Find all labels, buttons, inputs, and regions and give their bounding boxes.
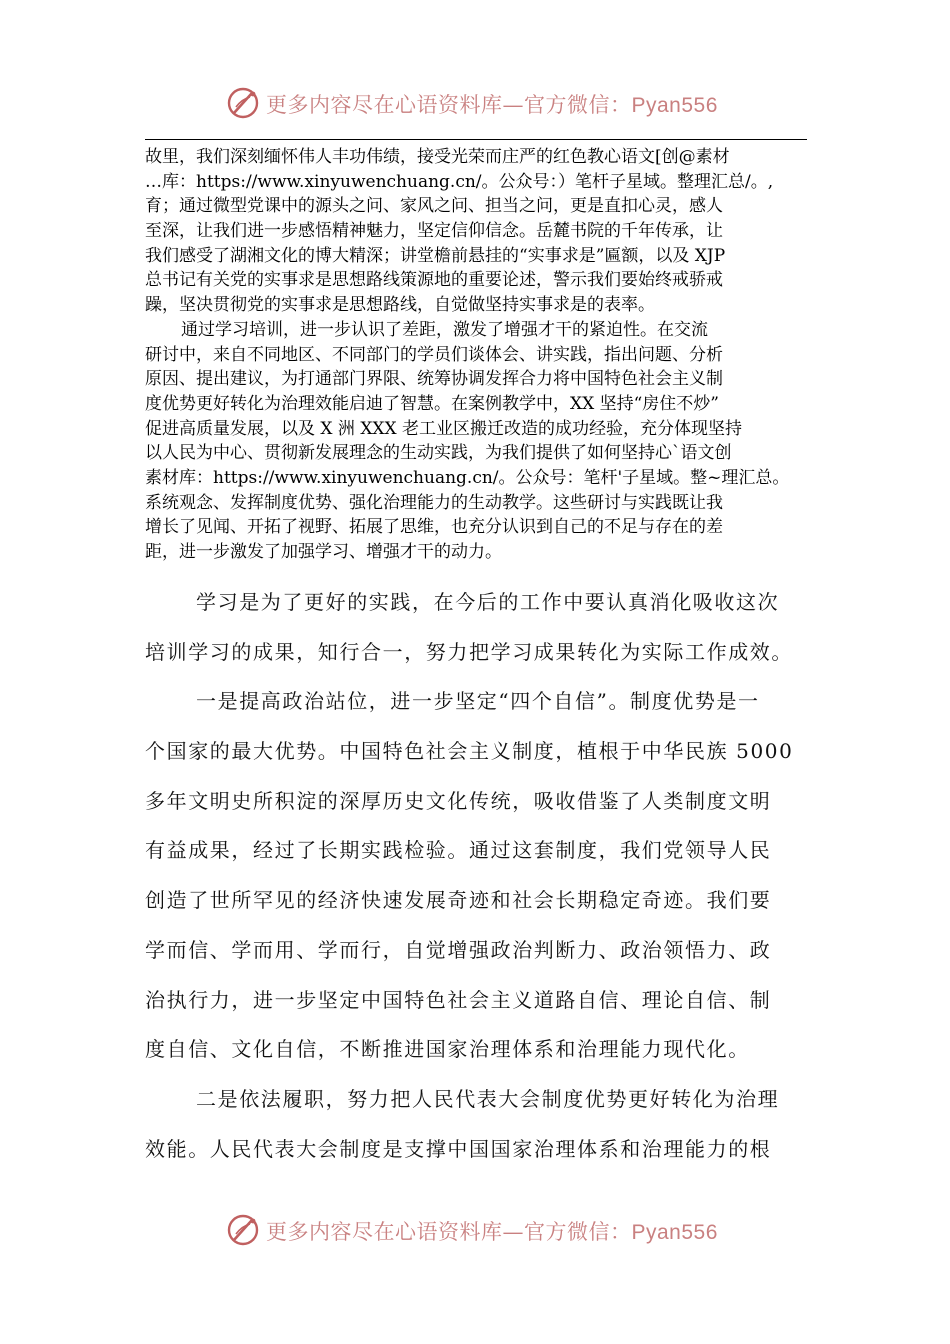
text-line: 度优势更好转化为治理效能启迪了智慧。在案例教学中，XX 坚持“房住不炒” — [145, 393, 719, 414]
text-line: 学而信、学而用、学而行，自觉增强政治判断力、政治领悟力、政 — [145, 937, 772, 962]
header-banner — [0, 83, 950, 123]
pen-logo-icon — [226, 1212, 262, 1248]
text-line: 度自信、文化自信，不断推进国家治理体系和治理能力现代化。 — [145, 1037, 750, 1062]
text-line: 有益成果，经过了长期实践检验。通过这套制度，我们党领导人民 — [145, 838, 772, 863]
footer-banner — [0, 1210, 950, 1250]
text-line: 个国家的最大优势。中国特色社会主义制度，植根于中华民族 5000 — [145, 739, 794, 764]
text-line: 我们感受了湖湘文化的博大精深；讲堂檐前悬挂的“实事求是”匾额，以及 XJP — [145, 245, 726, 266]
banner-separator: — — [502, 1220, 524, 1244]
main-text-block — [145, 578, 807, 1174]
header-rule — [145, 139, 807, 140]
text-line: 以人民为中心、贯彻新发展理念的生动实践，为我们提供了如何坚持心`语文创 — [145, 443, 732, 464]
text-line: 育；通过微型党课中的源头之问、家风之问、担当之问，更是直扣心灵，感人 — [145, 196, 723, 217]
text-line: 至深，让我们进一步感悟精神魅力，坚定信仰信念。岳麓书院的千年传承，让 — [145, 221, 723, 242]
text-line: 效能。人民代表大会制度是支撑中国国家治理体系和治理能力的根 — [145, 1136, 772, 1161]
banner-wechat-id: Pyan556 — [631, 94, 718, 117]
text-line: 总书记有关党的实事求是思想路线策源地的重要论述，警示我们要始终戒骄戒 — [145, 270, 723, 291]
text-line: …库：https://www.xinyuwenchuang.cn/。公众号：）笔杆子星域。整理汇总/。, — [145, 171, 774, 192]
text-line: 学习是为了更好的实践，在今后的工作中要认真消化吸收这次 — [196, 590, 780, 614]
text-line: 距，进一步激发了加强学习、增强才干的动力。 — [145, 542, 502, 562]
dense-text-block — [145, 145, 807, 565]
banner-suffix: 官方微信： — [524, 93, 632, 117]
banner-text — [266, 89, 718, 119]
text-line: 故里，我们深刻缅怀伟人丰功伟绩，接受光荣而庄严的红色教心语文[创@素材 — [145, 147, 730, 167]
banner-text — [266, 1216, 718, 1246]
text-line: 促进高质量发展，以及 X 洲 XXX 老工业区搬迁改造的成功经验，充分体现坚持 — [145, 418, 743, 439]
text-line: 培训学习的成果，知行合一，努力把学习成果转化为实际工作成效。 — [145, 639, 793, 664]
banner-suffix: 官方微信： — [524, 1220, 632, 1244]
text-line: 创造了世所罕见的经济快速发展奇迹和社会长期稳定奇迹。我们要 — [145, 888, 772, 913]
text-line: 躁，坚决贯彻党的实事求是思想路线，自觉做坚持实事求是的表率。 — [145, 295, 655, 316]
text-line: 多年文明史所积淀的深厚历史文化传统，吸收借鉴了人类制度文明 — [145, 788, 772, 813]
banner-title: 更多内容尽在心语资料库 — [266, 93, 503, 117]
text-line: 研讨中，来自不同地区、不同部门的学员们谈体会、讲实践，指出问题、分析 — [145, 344, 723, 365]
text-line: 治执行力，进一步坚定中国特色社会主义道路自信、理论自信、制 — [145, 987, 772, 1012]
banner-wechat-id: Pyan556 — [631, 1221, 718, 1244]
text-line: 增长了见闻、开拓了视野、拓展了思维，也充分认识到自己的不足与存在的差 — [145, 517, 723, 538]
text-line: 系统观念、发挥制度优势、强化治理能力的生动教学。这些研讨与实践既让我 — [145, 492, 723, 513]
text-line: 原因、提出建议，为打通部门界限、统筹协调发挥合力将中国特色社会主义制 — [145, 369, 723, 390]
text-line: 素材库：https://www.xinyuwenchuang.cn/。公众号：笔杆'子星域。整~理汇总。 — [145, 467, 790, 488]
banner-title: 更多内容尽在心语资料库 — [266, 1220, 503, 1244]
banner-separator: — — [502, 93, 524, 117]
text-line: 二是依法履职，努力把人民代表大会制度优势更好转化为治理 — [196, 1086, 780, 1111]
text-line: 一是提高政治站位，进一步坚定“四个自信”。制度优势是一 — [196, 689, 760, 714]
pen-logo-icon — [226, 85, 262, 121]
text-line: 通过学习培训，进一步认识了差距，激发了增强才干的紧迫性。在交流 — [181, 319, 708, 340]
